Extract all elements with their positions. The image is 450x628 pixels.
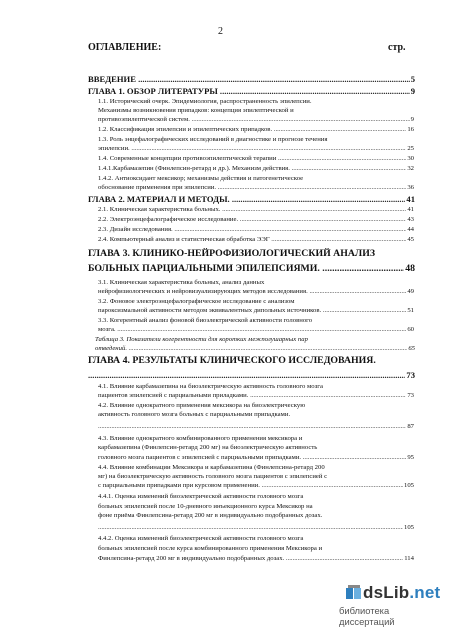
toc-entry [98,555,414,562]
toc-entry-page: 48 [405,263,415,274]
toc-entry [88,263,415,274]
toc-entry [98,317,414,324]
toc-entry [98,392,414,399]
toc-entry-title: 3.1. Клиническая характеристика больных, анализ данных [98,279,265,286]
toc-entry-page: 49 [407,288,414,295]
dslib-watermark [339,583,447,627]
toc-entry [98,298,414,305]
toc-entry-page: 41 [407,206,414,213]
toc-entry-title: 2.3. Дизайн исследования. ..... [98,226,414,233]
toc-entry-page: 60 [407,326,414,333]
toc-entry [98,535,414,542]
toc-entry [98,402,414,409]
toc-entry-page: 43 [407,216,414,223]
toc-entry-page: 51 [407,307,414,314]
toc-entry-title: нейрофизиологических и нейровизуализирующих методов исследования. ..... [98,288,414,295]
toc-entry-title: противоэпилептической систем. ..... [98,116,414,123]
toc-entry [98,444,414,451]
toc-entry-page: 41 [406,194,415,204]
toc-entry-title: обоснование применения при эпилепсии. ..... [98,184,414,191]
page-number: 2 [218,26,223,37]
watermark-brand: dsLib.net [363,583,441,602]
toc-entry-title: 4.1. Влияние карбамазепина на биоэлектрическую активность головного мозга [98,383,323,390]
toc-entry [88,355,415,366]
toc-entry [98,512,414,519]
toc-entry [88,370,415,380]
book-icon [345,585,363,601]
toc-entry-title: 2.2. Электроэнцефалографическое исследование. ..... [98,216,414,223]
toc-entry-page: 9 [410,86,415,96]
toc-entry [88,86,415,96]
toc-entry-title: мг) на биоэлектрическую активность головного мозга пациентов с эпилепсией с [98,473,328,480]
toc-entry-title: 1.4.2. Антиоксидант мексикор; механизмы действия и патогенетическое [98,175,304,182]
toc-entry [98,524,414,531]
toc-entry [98,482,414,489]
toc-entry-title: 3.2. Фоновое электроэнцефалографическое исследование с анализом [98,298,295,305]
toc-entry [98,454,414,461]
toc-entry [98,423,414,430]
toc-entry-page: 114 [404,555,414,562]
toc-entry-page: 87 [407,423,414,430]
toc-entry [98,464,414,471]
toc-entry-title: эпилепсии. ..... [98,145,414,152]
toc-entry [98,145,414,152]
toc-entry [98,473,414,480]
toc-entry-title [98,524,414,531]
toc-entry [98,226,414,233]
toc-entry-title [98,423,414,430]
toc-entry-title: 4.3. Влияние однократного комбинированного применения мексикора и [98,435,303,442]
toc-entry [98,383,414,390]
toc-entry-page: 105 [403,482,414,489]
toc-entry-title: 1.4.1.Карбамазепин (Финлепсин-ретард и др.). Механизм действия. ..... [98,165,414,172]
toc-entry-title: 2.4. Компьютерный анализ и статистическая обработка ЭЭГ ..... [98,236,414,243]
toc-entry [98,98,414,105]
toc-entry-page: 73 [406,370,415,380]
toc-entry [98,411,414,418]
toc-entry [98,435,414,442]
toc-entry-title: 4.4. Влияние комбинации Мексикора и карбамазепина (Финлепсина-ретард 200 [98,464,325,471]
toc-entry-page: 95 [407,454,414,461]
toc-entry [98,206,414,213]
toc-heading: ОГЛАВЛЕНИЕ: [88,42,162,53]
toc-entry-title: 1.1. Исторический очерк. Эпидемиология, распространенность эпилепсии. [98,98,312,105]
toc-entry [98,493,414,500]
toc-entry-title: ГЛАВА 1. ОБЗОР ЛИТЕРАТУРЫ ..... [88,86,415,96]
toc-entry-title: с парциальными припадками при курсовом применении. ..... [98,482,414,489]
toc-entry-title: 4.2. Влияние однократного применения мексикора на биоэлектрическую [98,402,306,409]
toc-entry-page: 25 [407,145,414,152]
toc-entry-title: пациентов эпилепсией с парциальными приладками. ..... [98,392,414,399]
toc-entry-page: 30 [407,155,414,162]
page-column-heading: стр. [388,42,406,53]
toc-entry [98,545,414,552]
toc-entry-page: 44 [407,226,414,233]
toc-entry-title: Механизмы возникновения припадков: концепция эпилептической и [98,107,294,114]
toc-entry-page: 45 [407,236,414,243]
toc-entry [98,116,414,123]
toc-entry-title: ВВЕДЕНИЕ ..... [88,74,415,84]
toc-entry-title: 4.4.1. Оценка изменений биоэлектрической активности головного мозга [98,493,304,500]
toc-entry [98,184,414,191]
toc-entry-title: 2.1. Клиническая характеристика больных. ..... [98,206,414,213]
toc-entry-title: БОЛЬНЫХ ПАРЦИАЛЬНЫМИ ЭПИЛЕПСИЯМИ. ..... [88,263,415,274]
toc-entry [98,175,414,182]
toc-entry [98,503,414,510]
toc-entry [95,336,415,343]
toc-entry-title: активность головного мозга больных с парциальными припадками. [98,411,291,418]
toc-entry-page: 9 [410,116,414,123]
toc-entry-title: головного мозга пациентов с эпилепсией с парциальными припадками. ..... [98,454,414,461]
toc-entry [88,194,415,204]
toc-entry-title: Финлепсина-ретард 200 мг в индивидуально подобранных дозах. ..... [98,555,414,562]
toc-entry-page: 32 [407,165,414,172]
toc-entry [98,107,414,114]
toc-entry-title: 4.4.2. Оценка изменений биоэлектрической активности головного мозга [98,535,304,542]
toc-entry-title: отведений. ..... [95,345,415,352]
toc-entry-page: 36 [407,184,414,191]
watermark-tagline: библиотека диссертаций [339,605,395,627]
toc-entry-page: 5 [410,74,415,84]
toc-entry-page: 65 [408,345,415,352]
toc-entry-title [88,370,415,380]
toc-entry-page: 105 [403,524,414,531]
toc-entry-title: больных эпилепсией после 10-дневного инъекционного курса Мексикор на [98,503,313,510]
toc-entry-title: 1.2. Классификация эпилепсии и эпилептических припадков. ..... [98,126,414,133]
toc-entry [95,345,415,352]
toc-entry-page: 73 [407,392,414,399]
toc-entry [98,155,414,162]
toc-entry [98,136,414,143]
toc-entry [98,165,414,172]
toc-entry [98,216,414,223]
toc-entry-title: ГЛАВА 3. КЛИНИКО-НЕЙРОФИЗИОЛОГИЧЕСКИЙ АНАЛИЗ [88,248,376,259]
toc-entry-title: 1.3. Роль энцефалографических исследований в диагностике и прогнозе течения [98,136,328,143]
toc-entry-title: карбамазепина (Финлепсин-ретард 200 мг) на биоэлектрическую активность [98,444,318,451]
toc-entry [88,248,415,259]
toc-entry-title: ГЛАВА 2. МАТЕРИАЛ И МЕТОДЫ. ..... [88,194,415,204]
toc-entry-title: 1.4. Современные концепции противоэпилептической терапии ..... [98,155,414,162]
toc-entry-page: 16 [407,126,414,133]
toc-entry [98,236,414,243]
toc-entry-title: больных эпилепсией после курса комбинированного применения Мексикора и [98,545,323,552]
toc-entry [98,279,414,286]
toc-entry-title: Таблица 3. Показатели когерентности для коротких межполушарных пар [95,336,308,343]
toc-entry [88,74,415,84]
toc-entry-title: ГЛАВА 4. РЕЗУЛЬТАТЫ КЛИНИЧЕСКОГО ИССЛЕДОВАНИЯ. [88,355,376,366]
toc-entry [98,326,414,333]
toc-entry-title: мозга. ..... [98,326,414,333]
toc-entry [98,288,414,295]
toc-entry-title: фоне приёма Финлепсина-ретард 200 мг в индивидуально подобранных дозах. [98,512,323,519]
toc-entry [98,307,414,314]
toc-entry-title: пароксизмальной активности методом эквивалентных дипольных источников. ..... [98,307,414,314]
toc-entry-title: 3.3. Когерентный анализ фоновой биоэлектрической активности головного [98,317,313,324]
toc-entry [98,126,414,133]
